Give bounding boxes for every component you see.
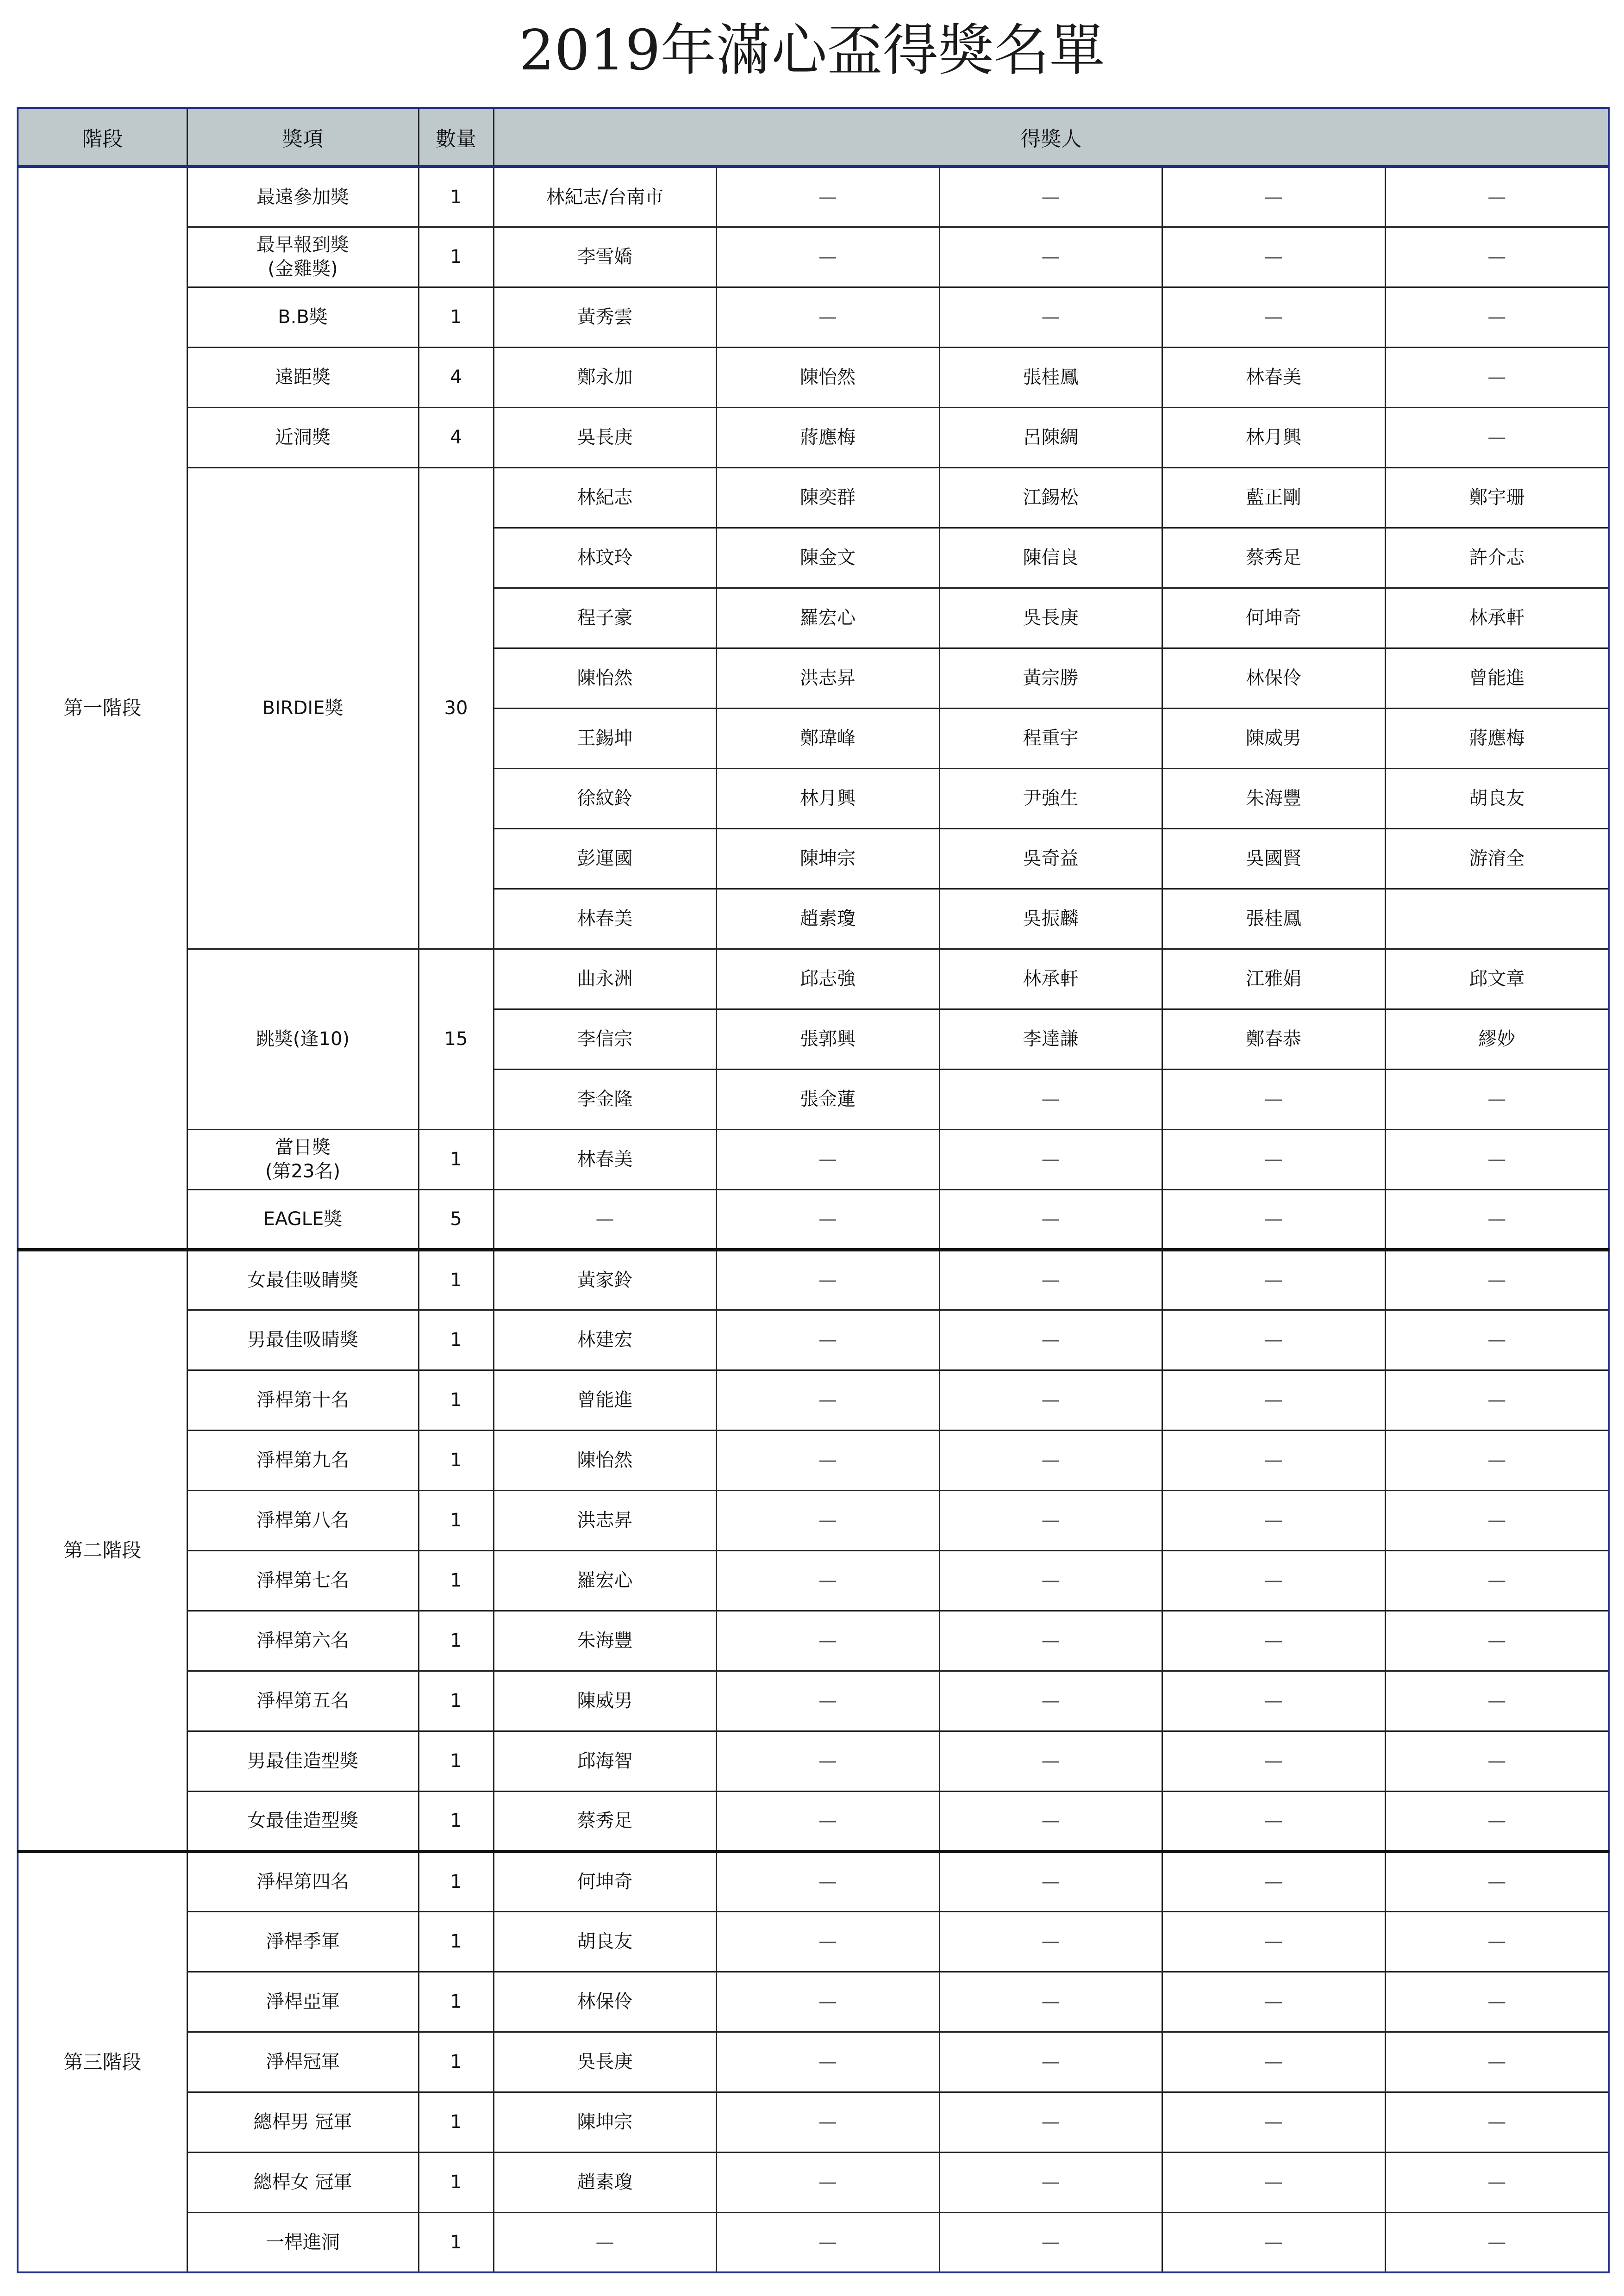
winner-cell: 蔡秀足: [1162, 528, 1385, 588]
award-name-cell: BIRDIE獎: [187, 467, 418, 949]
winner-cell: —: [939, 1310, 1162, 1370]
winner-cell: 江錫松: [939, 467, 1162, 528]
winner-cell: —: [939, 1189, 1162, 1250]
winner-cell: —: [939, 2092, 1162, 2152]
winner-cell: —: [716, 1731, 939, 1791]
winner-cell: 曲永洲: [493, 949, 716, 1009]
winner-cell: —: [1162, 2212, 1385, 2272]
table-row: [18, 227, 1609, 287]
award-name-cell: 遠距獎: [187, 347, 418, 407]
header-count: 數量: [418, 108, 493, 167]
award-count-cell: 1: [418, 1430, 493, 1490]
winner-cell: —: [1162, 1250, 1385, 1310]
award-count-cell: 1: [418, 1911, 493, 1972]
winner-cell: 黃秀雲: [493, 287, 716, 347]
winner-cell: —: [1162, 167, 1385, 227]
table-row: [18, 2152, 1609, 2212]
table-row: [18, 1310, 1609, 1370]
award-count-cell: 1: [418, 227, 493, 287]
winner-cell: 李雪嬌: [493, 227, 716, 287]
winner-cell: —: [716, 1250, 939, 1310]
table-row: [18, 347, 1609, 407]
winner-cell: —: [939, 1611, 1162, 1671]
winner-cell: —: [1162, 1310, 1385, 1370]
winner-cell: 陳坤宗: [493, 2092, 716, 2152]
stage-cell: 第二階段: [18, 1250, 187, 1851]
table-row: [18, 1250, 1609, 1310]
winner-cell: 吳振麟: [939, 889, 1162, 949]
award-name-cell: 跳獎(逢10): [187, 949, 418, 1129]
winner-cell: —: [716, 227, 939, 287]
winner-cell: —: [939, 1069, 1162, 1129]
award-count-cell: 1: [418, 2152, 493, 2212]
award-count-cell: 1: [418, 2092, 493, 2152]
winner-cell: 陳怡然: [493, 1430, 716, 1490]
winner-cell: —: [1162, 1791, 1385, 1851]
winner-cell: —: [1385, 1490, 1609, 1550]
award-name-cell: B.B獎: [187, 287, 418, 347]
winner-cell: —: [493, 1189, 716, 1250]
winner-cell: —: [1385, 1370, 1609, 1430]
award-name-cell: 當日獎 (第23名): [187, 1129, 418, 1189]
winner-cell: 林春美: [493, 1129, 716, 1189]
winner-cell: —: [1385, 167, 1609, 227]
winner-cell: 曾能進: [1385, 648, 1609, 708]
winner-cell: —: [939, 1490, 1162, 1550]
winner-cell: —: [716, 1430, 939, 1490]
table-row: [18, 2212, 1609, 2272]
winner-cell: —: [939, 1129, 1162, 1189]
table-row: [18, 1550, 1609, 1611]
winner-cell: 李信宗: [493, 1009, 716, 1069]
winner-cell: —: [1385, 1189, 1609, 1250]
winner-cell: —: [716, 1550, 939, 1611]
winner-cell: —: [1385, 1911, 1609, 1972]
winner-cell: 彭運國: [493, 828, 716, 889]
winner-cell: 李達謙: [939, 1009, 1162, 1069]
table-row: [18, 1671, 1609, 1731]
table-row: [18, 1851, 1609, 1911]
winner-cell: —: [939, 1250, 1162, 1310]
winner-cell: 林紀志: [493, 467, 716, 528]
award-count-cell: 30: [418, 467, 493, 949]
winner-cell: 繆妙: [1385, 1009, 1609, 1069]
winner-cell: —: [716, 2212, 939, 2272]
winner-cell: —: [1162, 1731, 1385, 1791]
stage-cell: 第三階段: [18, 1851, 187, 2272]
winner-cell: 陳金文: [716, 528, 939, 588]
header-winners: 得獎人: [493, 108, 1609, 167]
winner-cell: 何坤奇: [1162, 588, 1385, 648]
winner-cell: —: [1385, 1851, 1609, 1911]
winner-cell: —: [716, 287, 939, 347]
winner-cell: —: [716, 167, 939, 227]
winner-cell: 鄭永加: [493, 347, 716, 407]
winner-cell: —: [1162, 1069, 1385, 1129]
winner-cell: 吳國賢: [1162, 828, 1385, 889]
winner-cell: 吳奇益: [939, 828, 1162, 889]
table-header-row: [18, 108, 1609, 167]
winner-cell: 江雅娟: [1162, 949, 1385, 1009]
winner-cell: —: [1385, 1430, 1609, 1490]
award-count-cell: 1: [418, 287, 493, 347]
winner-cell: 林保伶: [1162, 648, 1385, 708]
winner-cell: 林玟玲: [493, 528, 716, 588]
winner-cell: [1385, 889, 1609, 949]
award-name-cell: 總桿男 冠軍: [187, 2092, 418, 2152]
award-count-cell: 4: [418, 347, 493, 407]
table-row: [18, 407, 1609, 467]
award-count-cell: 1: [418, 2212, 493, 2272]
winner-cell: —: [716, 1791, 939, 1851]
winner-cell: 胡良友: [493, 1911, 716, 1972]
winner-cell: 尹強生: [939, 768, 1162, 828]
winner-cell: 林承軒: [939, 949, 1162, 1009]
winner-cell: 吳長庚: [493, 2032, 716, 2092]
award-count-cell: 1: [418, 1490, 493, 1550]
winner-cell: 張郭興: [716, 1009, 939, 1069]
winner-cell: 洪志昇: [716, 648, 939, 708]
award-count-cell: 1: [418, 1129, 493, 1189]
winner-cell: —: [939, 2212, 1162, 2272]
table-row: [18, 1370, 1609, 1430]
winner-cell: —: [1162, 227, 1385, 287]
winner-cell: —: [716, 1851, 939, 1911]
table-row: [18, 467, 1609, 528]
winner-cell: —: [1385, 1069, 1609, 1129]
winner-cell: —: [939, 1550, 1162, 1611]
winner-cell: 林建宏: [493, 1310, 716, 1370]
winner-cell: —: [1385, 407, 1609, 467]
winner-cell: 吳長庚: [493, 407, 716, 467]
winner-cell: —: [1385, 2032, 1609, 2092]
winner-cell: 邱志強: [716, 949, 939, 1009]
winner-cell: 陳信良: [939, 528, 1162, 588]
award-count-cell: 1: [418, 1550, 493, 1611]
winner-cell: 朱海豐: [493, 1611, 716, 1671]
winner-cell: 蔣應梅: [716, 407, 939, 467]
table-row: [18, 1430, 1609, 1490]
winner-cell: —: [1162, 1550, 1385, 1611]
award-name-cell: 淨桿季軍: [187, 1911, 418, 1972]
winner-cell: —: [716, 2092, 939, 2152]
winner-cell: —: [939, 2032, 1162, 2092]
winner-cell: —: [1162, 2032, 1385, 2092]
winner-cell: 徐紋鈴: [493, 768, 716, 828]
winner-cell: —: [939, 1671, 1162, 1731]
winner-cell: —: [939, 227, 1162, 287]
winner-cell: 鄭瑋峰: [716, 708, 939, 768]
award-name-cell: 男最佳吸睛獎: [187, 1310, 418, 1370]
header-stage: 階段: [18, 108, 187, 167]
winner-cell: 羅宏心: [493, 1550, 716, 1611]
award-name-cell: 淨桿亞軍: [187, 1972, 418, 2032]
winner-cell: 邱海智: [493, 1731, 716, 1791]
award-count-cell: 1: [418, 1851, 493, 1911]
award-name-cell: 總桿女 冠軍: [187, 2152, 418, 2212]
winner-cell: —: [1162, 1129, 1385, 1189]
winner-cell: 林春美: [493, 889, 716, 949]
winner-cell: —: [939, 1731, 1162, 1791]
award-count-cell: 1: [418, 1370, 493, 1430]
winner-cell: —: [1385, 1129, 1609, 1189]
award-count-cell: 1: [418, 1791, 493, 1851]
winner-cell: 陳奕群: [716, 467, 939, 528]
winner-cell: —: [1162, 1671, 1385, 1731]
winner-cell: 朱海豐: [1162, 768, 1385, 828]
award-count-cell: 4: [418, 407, 493, 467]
winner-cell: 何坤奇: [493, 1851, 716, 1911]
table-row: [18, 2092, 1609, 2152]
winner-cell: —: [716, 2032, 939, 2092]
table-row: [18, 1129, 1609, 1189]
winner-cell: —: [1385, 2212, 1609, 2272]
award-name-cell: 最早報到獎 (金雞獎): [187, 227, 418, 287]
winner-cell: —: [1385, 1671, 1609, 1731]
award-name-cell: 淨桿冠軍: [187, 2032, 418, 2092]
winner-cell: 林春美: [1162, 347, 1385, 407]
header-award: 獎項: [187, 108, 418, 167]
winner-cell: 張金蓮: [716, 1069, 939, 1129]
award-name-cell: 淨桿第十名: [187, 1370, 418, 1430]
award-count-cell: 1: [418, 2032, 493, 2092]
winner-cell: —: [716, 1972, 939, 2032]
winner-cell: 曾能進: [493, 1370, 716, 1430]
award-name-cell: 男最佳造型獎: [187, 1731, 418, 1791]
award-count-cell: 15: [418, 949, 493, 1129]
winner-cell: 胡良友: [1385, 768, 1609, 828]
winner-cell: —: [1385, 1611, 1609, 1671]
award-name-cell: 女最佳吸睛獎: [187, 1250, 418, 1310]
winner-cell: —: [716, 1370, 939, 1430]
winner-cell: —: [1162, 1851, 1385, 1911]
table-row: [18, 2032, 1609, 2092]
winner-cell: —: [1385, 347, 1609, 407]
award-count-cell: 1: [418, 1611, 493, 1671]
winner-cell: 林承軒: [1385, 588, 1609, 648]
winner-cell: —: [939, 1370, 1162, 1430]
table-row: [18, 1731, 1609, 1791]
winner-cell: —: [1385, 1731, 1609, 1791]
winner-cell: 程子豪: [493, 588, 716, 648]
winner-cell: 蔡秀足: [493, 1791, 716, 1851]
winner-cell: 林月興: [1162, 407, 1385, 467]
winner-cell: —: [716, 1611, 939, 1671]
winner-cell: —: [1385, 2152, 1609, 2212]
winner-cell: 趙素瓊: [493, 2152, 716, 2212]
winner-cell: 藍正剛: [1162, 467, 1385, 528]
winner-cell: —: [1385, 1550, 1609, 1611]
stage-cell: 第一階段: [18, 167, 187, 1250]
winner-cell: 陳威男: [1162, 708, 1385, 768]
winner-cell: 張桂鳳: [1162, 889, 1385, 949]
award-name-cell: 淨桿第九名: [187, 1430, 418, 1490]
table-row: [18, 949, 1609, 1009]
winner-cell: —: [939, 1430, 1162, 1490]
winner-cell: 李金隆: [493, 1069, 716, 1129]
winner-cell: —: [716, 1911, 939, 1972]
winner-cell: —: [716, 1671, 939, 1731]
winner-cell: —: [1385, 1250, 1609, 1310]
award-count-cell: 5: [418, 1189, 493, 1250]
winner-cell: —: [1162, 1370, 1385, 1430]
winner-cell: —: [716, 1490, 939, 1550]
award-name-cell: 一桿進洞: [187, 2212, 418, 2272]
table-row: [18, 1189, 1609, 1250]
award-count-cell: 1: [418, 1250, 493, 1310]
award-name-cell: 淨桿第五名: [187, 1671, 418, 1731]
table-row: [18, 1911, 1609, 1972]
winner-cell: 吳長庚: [939, 588, 1162, 648]
awards-body: [18, 167, 1609, 2272]
winner-cell: —: [1162, 1911, 1385, 1972]
winner-cell: 陳威男: [493, 1671, 716, 1731]
winner-cell: 黃宗勝: [939, 648, 1162, 708]
table-row: [18, 1611, 1609, 1671]
table-row: [18, 1490, 1609, 1550]
winner-cell: 林紀志/台南市: [493, 167, 716, 227]
winner-cell: —: [939, 287, 1162, 347]
table-row: [18, 1972, 1609, 2032]
winner-cell: —: [493, 2212, 716, 2272]
winner-cell: —: [939, 1911, 1162, 1972]
award-name-cell: 淨桿第八名: [187, 1490, 418, 1550]
winner-cell: —: [716, 1129, 939, 1189]
winner-cell: —: [939, 1791, 1162, 1851]
award-count-cell: 1: [418, 1310, 493, 1370]
winner-cell: —: [1385, 227, 1609, 287]
winner-cell: —: [939, 2152, 1162, 2212]
table-row: [18, 287, 1609, 347]
winner-cell: —: [1385, 1972, 1609, 2032]
winner-cell: 張桂鳳: [939, 347, 1162, 407]
winner-cell: —: [1162, 1430, 1385, 1490]
award-name-cell: 淨桿第七名: [187, 1550, 418, 1611]
award-name-cell: 近洞獎: [187, 407, 418, 467]
winner-cell: —: [716, 2152, 939, 2212]
award-count-cell: 1: [418, 1972, 493, 2032]
award-name-cell: 淨桿第四名: [187, 1851, 418, 1911]
winner-cell: —: [1162, 1490, 1385, 1550]
award-name-cell: EAGLE獎: [187, 1189, 418, 1250]
winner-cell: 邱文章: [1385, 949, 1609, 1009]
table-row: [18, 167, 1609, 227]
winner-cell: 洪志昇: [493, 1490, 716, 1550]
table-row: [18, 1791, 1609, 1851]
winner-cell: —: [1385, 1791, 1609, 1851]
winner-cell: —: [1385, 2092, 1609, 2152]
winner-cell: 鄭春恭: [1162, 1009, 1385, 1069]
winner-cell: 陳怡然: [716, 347, 939, 407]
winner-cell: —: [1385, 287, 1609, 347]
winner-cell: —: [1162, 287, 1385, 347]
winner-cell: 羅宏心: [716, 588, 939, 648]
award-count-cell: 1: [418, 167, 493, 227]
winner-cell: —: [716, 1310, 939, 1370]
award-count-cell: 1: [418, 1731, 493, 1791]
award-name-cell: 淨桿第六名: [187, 1611, 418, 1671]
winner-cell: —: [1162, 1972, 1385, 2032]
winner-cell: 程重宇: [939, 708, 1162, 768]
winner-cell: 趙素瓊: [716, 889, 939, 949]
award-name-cell: 最遠參加獎: [187, 167, 418, 227]
awards-table: [17, 107, 1610, 2273]
page-title: 2019年滿心盃得獎名單: [519, 19, 1105, 83]
award-count-cell: 1: [418, 1671, 493, 1731]
winner-cell: 黃家鈴: [493, 1250, 716, 1310]
winner-cell: —: [939, 1972, 1162, 2032]
winner-cell: 許介志: [1385, 528, 1609, 588]
winner-cell: —: [1162, 2092, 1385, 2152]
winner-cell: —: [939, 167, 1162, 227]
winner-cell: 鄭宇珊: [1385, 467, 1609, 528]
winner-cell: 陳怡然: [493, 648, 716, 708]
winner-cell: 蔣應梅: [1385, 708, 1609, 768]
winner-cell: 呂陳綢: [939, 407, 1162, 467]
award-name-cell: 女最佳造型獎: [187, 1791, 418, 1851]
winner-cell: —: [939, 1851, 1162, 1911]
winner-cell: —: [1385, 1310, 1609, 1370]
winner-cell: —: [1162, 2152, 1385, 2212]
winner-cell: 陳坤宗: [716, 828, 939, 889]
winner-cell: 游淯全: [1385, 828, 1609, 889]
winner-cell: —: [1162, 1611, 1385, 1671]
winner-cell: 王錫坤: [493, 708, 716, 768]
winner-cell: 林月興: [716, 768, 939, 828]
winner-cell: 林保伶: [493, 1972, 716, 2032]
winner-cell: —: [716, 1189, 939, 1250]
winner-cell: —: [1162, 1189, 1385, 1250]
